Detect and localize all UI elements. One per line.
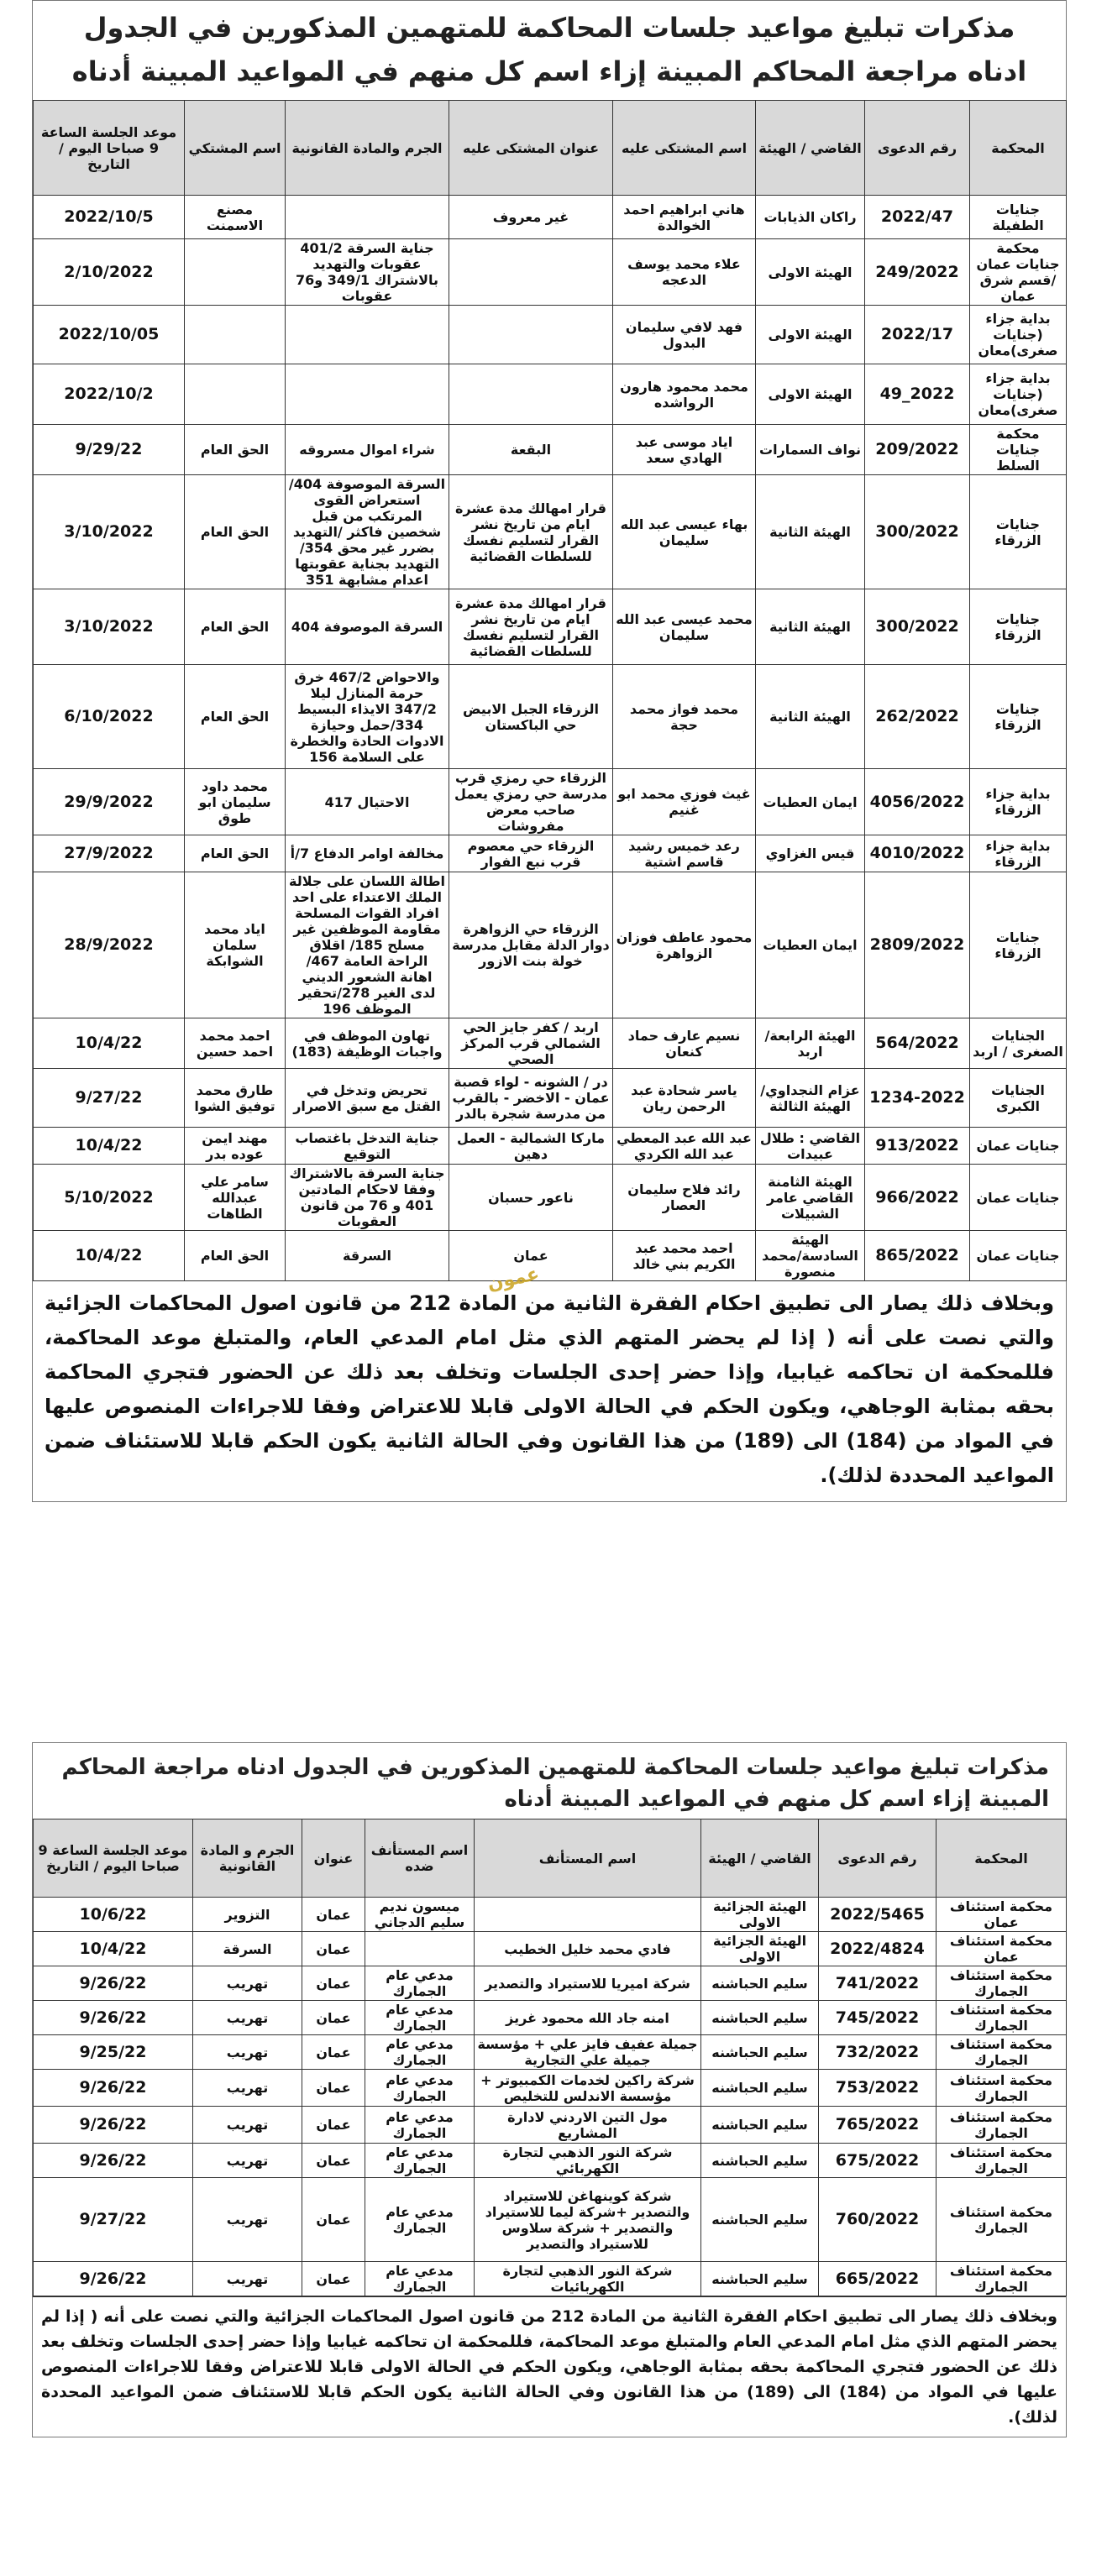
table-cell: جناية التدخل باغتصاب التوقيع: [286, 1128, 449, 1165]
table-cell: سليم الحباشنه: [701, 2107, 819, 2144]
table-cell: عمان: [302, 2144, 365, 2178]
table-cell: تهريب: [193, 2070, 302, 2107]
table-row: [34, 2035, 1067, 2070]
table-row: [34, 1018, 1067, 1069]
table-cell: محكمة استئناف عمان: [936, 1932, 1067, 1966]
table-cell: بداية جزاء (جنايات صغرى)معان: [970, 306, 1067, 364]
column-header: عنوان: [302, 1819, 365, 1898]
notice-section-appeals: [32, 1742, 1067, 2437]
table-cell: 300/2022: [865, 475, 970, 589]
table-cell: 2022/17: [865, 306, 970, 364]
table-cell: محكمة استئناف عمان: [936, 1898, 1067, 1932]
table-cell: محكمة استئناف الجمارك: [936, 2107, 1067, 2144]
table-cell: ياسر شحادة عبد الرحمن ريان: [613, 1069, 756, 1128]
table-cell: عمان: [302, 1932, 365, 1966]
column-header: رقم الدعوى: [819, 1819, 936, 1898]
table-cell: محكمة استئناف الجمارك: [936, 2178, 1067, 2262]
table-cell: 2022_49: [865, 364, 970, 425]
table-cell: 3/10/2022: [34, 589, 185, 665]
table-row: [34, 665, 1067, 769]
table-cell: البقعة: [449, 425, 613, 475]
table-row: [34, 2178, 1067, 2262]
appeals-table: [33, 1819, 1067, 2296]
table-cell: سليم الحباشنه: [701, 2144, 819, 2178]
table-cell: 9/26/22: [34, 1966, 193, 2001]
table-cell: 29/9/2022: [34, 769, 185, 835]
column-header: القاضي / الهيئة: [756, 101, 865, 196]
table-cell: محمود عاطف فوزان الزواهرة: [613, 872, 756, 1018]
table-cell: سليم الحباشنه: [701, 2262, 819, 2296]
table-cell: اياد محمد سلمان الشوابكة: [185, 872, 286, 1018]
table-cell: قرار امهالك مدة عشرة ايام من تاريخ نشر القرار لتسليم نفسك للسلطات القضائية: [449, 475, 613, 589]
table-cell: ميسون نديم سليم الدجاني: [365, 1898, 475, 1932]
watermark-stamp: عمون: [485, 1263, 542, 1296]
table-cell: 2022/10/05: [34, 306, 185, 364]
table-cell: [449, 239, 613, 306]
table-cell: الزرقاء حي الزواهرة دوار الدلة مقابل مدرسة خولة بنت الازور: [449, 872, 613, 1018]
table-row: [34, 2107, 1067, 2144]
legal-note: وبخلاف ذلك يصار الى تطبيق احكام الفقرة الثانية من المادة 212 من قانون اصول المحاكمات الجزائية والتي نصت على أنه ( إذا لم يحضر المتهم الذي مثل امام المدعي العام، والمتبلغ موعد المحاكمة، فللمحكمة ان تحاكمه غيابيا، وإذا حضر إحدى الجلسات وتخلف بعد ذلك عن الحضور فتجري المحاكمة بحقه بمثابة الوجاهي، ويكون الحكم في الحالة الاولى قابلا للاعتراض وفقا للاجراءات المنصوص عليها في المواد من (184) الى (189) من هذا القانون وفي الحالة الثانية يكون الحكم قابلا للاستئناف ضمن المواعيد المحددة لذلك).: [45, 1291, 1055, 1487]
table-header-row: [34, 101, 1067, 196]
table-cell: مصنع الاسمنت: [185, 196, 286, 239]
table-cell: الزرقاء حي معصوم قرب نبع الفوار: [449, 835, 613, 872]
table-cell: الهيئة الاولى: [756, 364, 865, 425]
table-cell: اطالة اللسان على جلالة الملك الاعتداء على احد افراد القوات المسلحة مقاومة الموظفين غير مسلح 185/ اقلاق الراحة العامة 467/ اهانة الشعور الديني لدى الغير 278/تحقير الموظف 196: [286, 872, 449, 1018]
table-cell: بداية جزاء الزرقاء: [970, 835, 1067, 872]
table-cell: 765/2022: [819, 2107, 936, 2144]
table-cell: طارق محمد توفيق الشوا: [185, 1069, 286, 1128]
table-cell: 665/2022: [819, 2262, 936, 2296]
notice-section-criminal: [32, 0, 1067, 1502]
column-header: المحكمة: [936, 1819, 1067, 1898]
table-cell: محكمة استئناف الجمارك: [936, 1966, 1067, 2001]
table-cell: احمد محمد احمد حسين: [185, 1018, 286, 1069]
table-cell: عمان: [302, 2107, 365, 2144]
column-header: عنوان المشتكى عليه: [449, 101, 613, 196]
table-cell: 2022/4824: [819, 1932, 936, 1966]
table-cell: 262/2022: [865, 665, 970, 769]
table-cell: 9/29/22: [34, 425, 185, 475]
table-row: [34, 2262, 1067, 2296]
table-cell: جنايات الزرقاء: [970, 589, 1067, 665]
table-cell: تهريب: [193, 2001, 302, 2035]
table-cell: جنايات عمان: [970, 1231, 1067, 1281]
table-cell: تهريب: [193, 2144, 302, 2178]
table-cell: مدعي عام الجمارك: [365, 2262, 475, 2296]
table-cell: 2/10/2022: [34, 239, 185, 306]
table-cell: ايمان العطيات: [756, 769, 865, 835]
table-cell: شركة اميريا للاستيراد والتصدير: [475, 1966, 701, 2001]
table-cell: [286, 364, 449, 425]
table-row: [34, 769, 1067, 835]
table-row: [34, 835, 1067, 872]
table-cell: الهيئة الثانية: [756, 589, 865, 665]
table-cell: عمان: [302, 2178, 365, 2262]
table-cell: اربد / كفر جايز الحي الشمالي قرب المركز الصحي: [449, 1018, 613, 1069]
table-cell: [365, 1932, 475, 1966]
table-cell: امنه جاد الله محمود غريز: [475, 2001, 701, 2035]
table-cell: القاضي : طلال عبيدات: [756, 1128, 865, 1165]
table-cell: [185, 239, 286, 306]
table-cell: [286, 196, 449, 239]
table-cell: ماركا الشمالية - العمل دهين: [449, 1128, 613, 1165]
table-cell: الهيئة الجزائية الاولى: [701, 1898, 819, 1932]
table-row: [34, 1231, 1067, 1281]
table-cell: 2022/10/2: [34, 364, 185, 425]
table-cell: الهيئة السادسة/محمد منصورة: [756, 1231, 865, 1281]
table-cell: علاء محمد يوسف الدعجه: [613, 239, 756, 306]
table-cell: التزوير: [193, 1898, 302, 1932]
table-cell: 9/26/22: [34, 2070, 193, 2107]
table-cell: اياد موسى عبد الهادي سعد: [613, 425, 756, 475]
table-cell: محكمة جنايات عمان /قسم شرق عمان: [970, 239, 1067, 306]
table-cell: السرقة: [193, 1932, 302, 1966]
table-cell: الزرقاء حي رمزي قرب مدرسة حي رمزي يعمل صاحب معرض مفروشات: [449, 769, 613, 835]
table-cell: فادي محمد خليل الخطيب: [475, 1932, 701, 1966]
table-cell: سليم الحباشنه: [701, 2070, 819, 2107]
table-cell: فهد لافي سليمان البدول: [613, 306, 756, 364]
table-cell: سليم الحباشنه: [701, 2178, 819, 2262]
table-cell: جناية السرقة بالاشتراك وفقا لاحكام المادتين 401 و 76 من قانون العقوبات: [286, 1165, 449, 1231]
table-cell: 9/25/22: [34, 2035, 193, 2070]
table-cell: احمد محمد عبد الكريم بني خالد: [613, 1231, 756, 1281]
table-cell: عمان: [302, 2035, 365, 2070]
table-cell: سامر علي عبدالله الطاهات: [185, 1165, 286, 1231]
table-cell: 741/2022: [819, 1966, 936, 2001]
table-cell: شركة راكين لخدمات الكمبيوتر + مؤسسة الاندلس للتخليص: [475, 2070, 701, 2107]
table-cell: جنايات الطفيلة: [970, 196, 1067, 239]
table-cell: سليم الحباشنه: [701, 2035, 819, 2070]
table-cell: عمان: [302, 1966, 365, 2001]
table-cell: مدعي عام الجمارك: [365, 2107, 475, 2144]
table-cell: 865/2022: [865, 1231, 970, 1281]
table-cell: [449, 364, 613, 425]
table-row: [34, 1069, 1067, 1128]
table-cell: محمد عيسى عبد الله سليمان: [613, 589, 756, 665]
table-cell: الهيئة الجزائية الاولى: [701, 1932, 819, 1966]
table-cell: الهيئة الاولى: [756, 306, 865, 364]
table-cell: [185, 364, 286, 425]
table-cell: مدعي عام الجمارك: [365, 2178, 475, 2262]
table-cell: عمان: [302, 2070, 365, 2107]
column-header: اسم المستأنف: [475, 1819, 701, 1898]
table-cell: [286, 306, 449, 364]
table-cell: ناعور حسبان: [449, 1165, 613, 1231]
column-header: اسم المستأنف ضده: [365, 1819, 475, 1898]
column-header: موعد الجلسة الساعة 9 صباحا اليوم / التاريخ: [34, 1819, 193, 1898]
table-cell: 966/2022: [865, 1165, 970, 1231]
table-cell: 732/2022: [819, 2035, 936, 2070]
table-cell: تهاون الموظف في واجبات الوظيفة (183): [286, 1018, 449, 1069]
table-cell: 4056/2022: [865, 769, 970, 835]
table-cell: 2022/5465: [819, 1898, 936, 1932]
column-header: الجرم والمادة القانونية: [286, 101, 449, 196]
table-cell: محمد داود سليمان ابو طوق: [185, 769, 286, 835]
table-cell: غيث فوزي محمد ابو غنيم: [613, 769, 756, 835]
table-cell: ايمان العطيات: [756, 872, 865, 1018]
table-cell: جنايات عمان: [970, 1165, 1067, 1231]
table-cell: محكمة استئناف الجمارك: [936, 2262, 1067, 2296]
table-cell: شركة كوينهاغن للاستيراد والتصدير +شركة ليما للاستيراد والتصدير + شركة سلاوس للاستيراد والتصدير: [475, 2178, 701, 2262]
table-cell: مول التين الاردني لادارة المشاريع: [475, 2107, 701, 2144]
table-cell: 913/2022: [865, 1128, 970, 1165]
table-cell: الجنايات الكبرى: [970, 1069, 1067, 1128]
table-row: [34, 589, 1067, 665]
table-cell: نواف السمارات: [756, 425, 865, 475]
column-header: رقم الدعوى: [865, 101, 970, 196]
table-cell: 27/9/2022: [34, 835, 185, 872]
table-cell: عزام النجداوي/الهيئة الثالثة: [756, 1069, 865, 1128]
column-header: موعد الجلسة الساعة 9 صباحا اليوم / التاريخ: [34, 101, 185, 196]
table-cell: الحق العام: [185, 475, 286, 589]
table-row: [34, 425, 1067, 475]
table-row: [34, 1932, 1067, 1966]
table-cell: 2809/2022: [865, 872, 970, 1018]
table-cell: جميلة عفيف فايز علي + مؤسسة جميلة علي التجارية: [475, 2035, 701, 2070]
table-row: [34, 1898, 1067, 1932]
hearings-table: [33, 100, 1067, 1281]
table-cell: جناية السرقة 401/2 عقوبات والتهديد بالاشتراك 349/1 و76 عقوبات: [286, 239, 449, 306]
table-cell: 10/4/22: [34, 1128, 185, 1165]
table-cell: عمان: [302, 2001, 365, 2035]
column-header: الجرم و المادة القانونية: [193, 1819, 302, 1898]
table-row: [34, 1128, 1067, 1165]
table-cell: 675/2022: [819, 2144, 936, 2178]
table-cell: غير معروف: [449, 196, 613, 239]
table-cell: 9/26/22: [34, 2144, 193, 2178]
table-cell: 2022/10/5: [34, 196, 185, 239]
table-cell: تهريب: [193, 1966, 302, 2001]
table-cell: بهاء عيسى عبد الله سليمان: [613, 475, 756, 589]
table-row: [34, 2144, 1067, 2178]
table-cell: مدعي عام الجمارك: [365, 2070, 475, 2107]
table-cell: عمان: [302, 2262, 365, 2296]
table-cell: 10/6/22: [34, 1898, 193, 1932]
table-cell: جنايات الزرقاء: [970, 475, 1067, 589]
table-cell: مخالفة اوامر الدفاع 7/أ: [286, 835, 449, 872]
table-cell: الحق العام: [185, 665, 286, 769]
table-cell: السرقة الموصوفة 404/ استعراض القوى المرتكب من قبل شخصين فاكثر /التهديد بضرر غير محق 354/ التهديد بجناية عقوبتها اعدام مشابهة 351: [286, 475, 449, 589]
table-cell: الزرقاء الجبل الابيض حي الباكستان: [449, 665, 613, 769]
table-cell: در / الشونه - لواء قصبة عمان - الاخضر - بالقرب من مدرسة شجرة بالدر: [449, 1069, 613, 1128]
table-cell: جنايات عمان: [970, 1128, 1067, 1165]
table-cell: جنايات الزرقاء: [970, 872, 1067, 1018]
table-cell: الحق العام: [185, 1231, 286, 1281]
table-cell: 4010/2022: [865, 835, 970, 872]
table-cell: 3/10/2022: [34, 475, 185, 589]
table-cell: محمد فواز محمد حجة: [613, 665, 756, 769]
column-header: اسم المشتكي: [185, 101, 286, 196]
section-title: مذكرات تبليغ مواعيد جلسات المحاكمة للمتهمين المذكورين في الجدول ادناه مراجعة المحاكم المبينة إزاء اسم كل منهم في المواعيد المبينة أدناه: [61, 1755, 1049, 1812]
table-cell: الاحتيال 417: [286, 769, 449, 835]
table-cell: محكمة استئناف الجمارك: [936, 2001, 1067, 2035]
table-cell: الحق العام: [185, 425, 286, 475]
table-row: [34, 2001, 1067, 2035]
table-cell: 6/10/2022: [34, 665, 185, 769]
table-cell: الهيئة الثانية: [756, 665, 865, 769]
table-cell: بداية جزاء الزرقاء: [970, 769, 1067, 835]
column-header: القاضي / الهيئة: [701, 1819, 819, 1898]
column-header: المحكمة: [970, 101, 1067, 196]
table-cell: 10/4/22: [34, 1231, 185, 1281]
table-cell: نسيم عارف حماد كنعان: [613, 1018, 756, 1069]
table-cell: 209/2022: [865, 425, 970, 475]
table-cell: محكمة استئناف الجمارك: [936, 2070, 1067, 2107]
table-cell: 745/2022: [819, 2001, 936, 2035]
table-cell: مدعي عام الجمارك: [365, 2035, 475, 2070]
table-cell: 249/2022: [865, 239, 970, 306]
table-cell: السرقة الموصوفة 404: [286, 589, 449, 665]
table-cell: مدعي عام الجمارك: [365, 2001, 475, 2035]
table-cell: رعد خميس رشيد قاسم اشتية: [613, 835, 756, 872]
table-cell: [449, 306, 613, 364]
table-cell: 1234-2022: [865, 1069, 970, 1128]
table-cell: راكان الذيابات: [756, 196, 865, 239]
table-cell: 28/9/2022: [34, 872, 185, 1018]
table-cell: 10/4/22: [34, 1018, 185, 1069]
table-cell: مدعي عام الجمارك: [365, 2144, 475, 2178]
table-row: [34, 1165, 1067, 1231]
table-cell: جنايات الزرقاء: [970, 665, 1067, 769]
table-row: [34, 306, 1067, 364]
table-row: [34, 872, 1067, 1018]
table-cell: شركة النور الذهبي لتجارة الكهربائي: [475, 2144, 701, 2178]
table-row: [34, 239, 1067, 306]
table-cell: محكمة استئناف الجمارك: [936, 2035, 1067, 2070]
table-cell: تهريب: [193, 2035, 302, 2070]
table-cell: الهيئة الاولى: [756, 239, 865, 306]
table-cell: قيس الغزاوي: [756, 835, 865, 872]
column-header: اسم المشتكى عليه: [613, 101, 756, 196]
table-cell: هاني ابراهيم احمد الخوالدة: [613, 196, 756, 239]
table-cell: سليم الحباشنه: [701, 1966, 819, 2001]
table-cell: 753/2022: [819, 2070, 936, 2107]
table-cell: 9/27/22: [34, 2178, 193, 2262]
table-row: [34, 1966, 1067, 2001]
table-cell: 2022/47: [865, 196, 970, 239]
table-cell: الهيئة الثامنة القاضي عامر الشبيلات: [756, 1165, 865, 1231]
table-cell: الحق العام: [185, 835, 286, 872]
table-cell: سليم الحباشنه: [701, 2001, 819, 2035]
table-cell: 9/27/22: [34, 1069, 185, 1128]
table-cell: تهريب: [193, 2178, 302, 2262]
table-cell: 9/26/22: [34, 2001, 193, 2035]
table-row: [34, 364, 1067, 425]
table-row: [34, 475, 1067, 589]
table-cell: عبد الله عبد المعطي عبد الله الكردي: [613, 1128, 756, 1165]
table-cell: تحريض وتدخل في القتل مع سبق الاصرار: [286, 1069, 449, 1128]
table-cell: 9/26/22: [34, 2107, 193, 2144]
table-cell: 9/26/22: [34, 2262, 193, 2296]
table-row: [34, 196, 1067, 239]
table-cell: محمد محمود هارون الرواشده: [613, 364, 756, 425]
table-cell: تهريب: [193, 2262, 302, 2296]
table-cell: 300/2022: [865, 589, 970, 665]
table-cell: شراء اموال مسروقه: [286, 425, 449, 475]
table-cell: والاحواض 467/2 خرق حرمة المنازل ليلا 347/2 الايذاء البسيط 334/حمل وحيازة الادوات الحادة والخطرة على السلامة 156: [286, 665, 449, 769]
table-cell: الحق العام: [185, 589, 286, 665]
table-cell: قرار امهالك مدة عشرة ايام من تاريخ نشر القرار لتسليم نفسك للسلطات القضائية: [449, 589, 613, 665]
table-cell: الجنايات الصغرى / اربد: [970, 1018, 1067, 1069]
table-cell: السرقة: [286, 1231, 449, 1281]
table-cell: محكمة جنايات السلط: [970, 425, 1067, 475]
table-cell: الهيئة الثانية: [756, 475, 865, 589]
table-cell: [475, 1898, 701, 1932]
table-cell: عمان: [302, 1898, 365, 1932]
table-cell: محكمة استئناف الجمارك: [936, 2144, 1067, 2178]
table-cell: 5/10/2022: [34, 1165, 185, 1231]
section-title: مذكرات تبليغ مواعيد جلسات المحاكمة للمتهمين المذكورين في الجدول ادناه مراجعة المحاكم المبينة إزاء اسم كل منهم في المواعيد المبينة أدناه: [71, 12, 1027, 87]
table-row: [34, 2070, 1067, 2107]
table-cell: عمان: [449, 1231, 613, 1281]
table-header-row: [34, 1819, 1067, 1898]
table-cell: مهند ايمن عوده بدر: [185, 1128, 286, 1165]
table-cell: [185, 306, 286, 364]
legal-note: وبخلاف ذلك يصار الى تطبيق احكام الفقرة الثانية من المادة 212 من قانون اصول المحاكمات الجزائية والتي نصت على أنه ( إذا لم يحضر المتهم الذي مثل امام المدعي العام والمتبلغ موعد المحاكمة، فللمحكمة ان تحاكمه غيابيا وإذا حضر إحدى الجلسات وتخلف بعد ذلك عن الحضور فتجري المحاكمة بحقه بمثابة الوجاهي، ويكون الحكم في الحالة الاولى قابلا للاعتراض وفقا للاجراءات المنصوص عليها في المواد من (184) الى (189) من هذا القانون وفي الحالة الثانية يكون الحكم قابلا للاستئناف ضمن المواعيد المحددة لذلك).: [33, 2296, 1066, 2437]
table-cell: 564/2022: [865, 1018, 970, 1069]
table-cell: 760/2022: [819, 2178, 936, 2262]
table-cell: رائد فلاح سليمان العصار: [613, 1165, 756, 1231]
table-cell: الهيئة الرابعة/اربد: [756, 1018, 865, 1069]
table-cell: 10/4/22: [34, 1932, 193, 1966]
table-cell: مدعي عام الجمارك: [365, 1966, 475, 2001]
table-cell: شركة النور الذهبي لتجارة الكهربائيات: [475, 2262, 701, 2296]
table-cell: بداية جزاء (جنايات صغرى)معان: [970, 364, 1067, 425]
table-cell: تهريب: [193, 2107, 302, 2144]
